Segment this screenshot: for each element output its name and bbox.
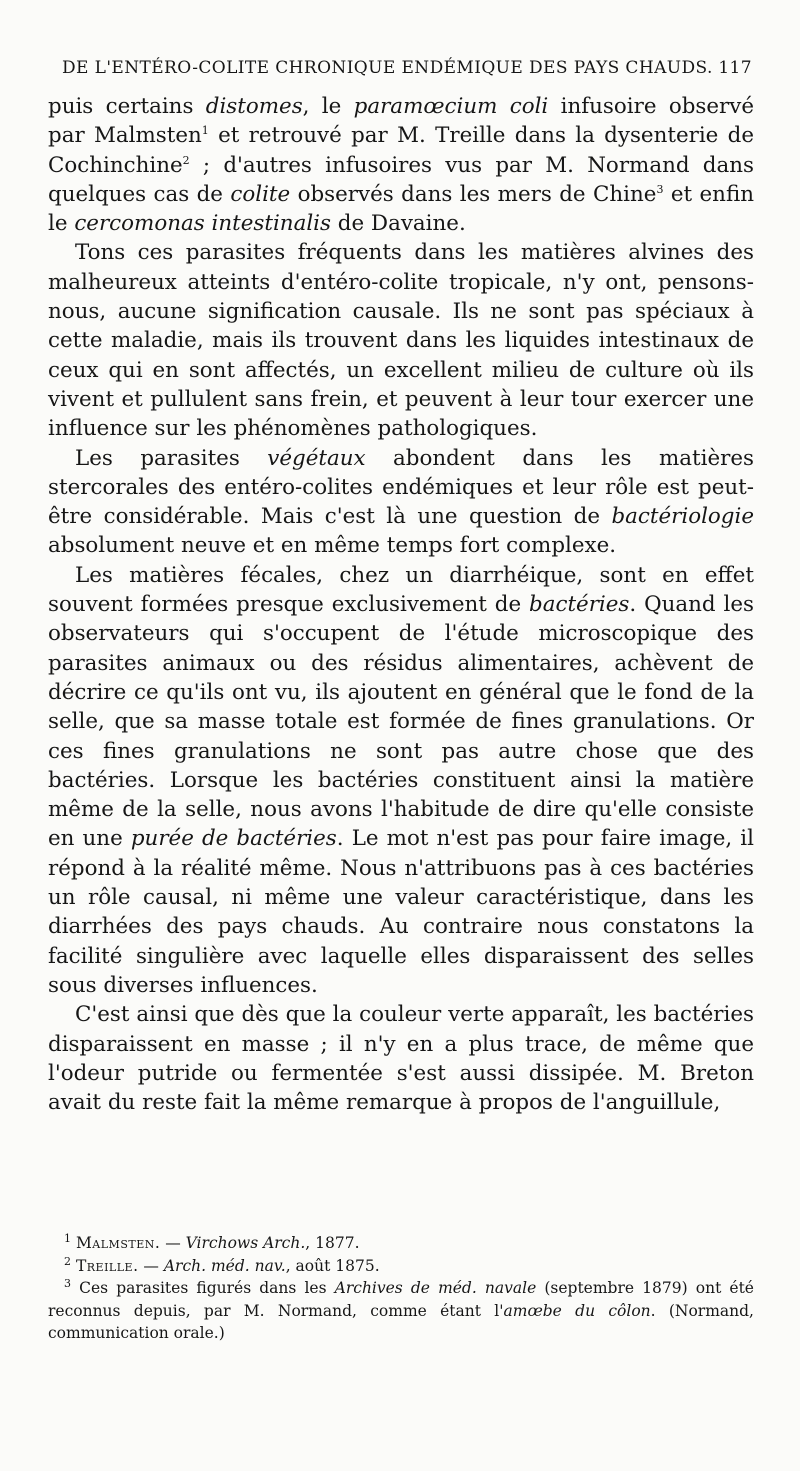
- footnotes: [48, 1232, 754, 1345]
- italic-text: végétaux: [267, 445, 366, 471]
- italic-text: Arch. méd. nav.: [163, 1256, 286, 1275]
- text-run: , août 1875.: [285, 1256, 380, 1275]
- italic-text: bactéries: [529, 592, 630, 618]
- italic-text: bactériologie: [611, 504, 754, 530]
- paragraph: [48, 561, 754, 1000]
- italic-text: paramœcium coli: [353, 94, 549, 119]
- text-run: de Davaine.: [330, 211, 466, 237]
- italic-text: amœbe du côlon: [503, 1301, 651, 1320]
- text-run: et enfin le: [48, 181, 755, 237]
- text-run: et retrouvé par M. Treille dans la dysenterie de Cochinchine: [48, 123, 754, 178]
- text-run: . Quand les observateurs qui s'occupent de l'étude microscopique des parasites animaux ou des résidus alimentaires, achèvent de décrire ce qu'ils ont vu, ils ajoutent en général que le fond de la selle, que sa masse totale est formée de fines granulations. Or ces fines granulations ne sont pas autre chose que des bactéries. Lorsque les bactéries constituent ainsi la matière même de la selle, nous avons l'habitude de dire qu'elle consiste en une: [48, 592, 754, 852]
- running-title: DE L'ENTÉRO-COLITE CHRONIQUE ENDÉMIQUE DES PAYS CHAUDS.: [62, 58, 713, 78]
- text-run: . Le mot n'est pas pour faire image, il répond à la réalité même. Nous n'attribuons pas à ces bactéries un rôle causal, ni même une valeur caractéristique, dans les diarrhées des pays chauds. Au contraire nous constatons la facilité singulière avec laquelle elles disparaissent des selles sous diverses influences.: [48, 826, 754, 998]
- italic-text: Archives de méd. navale: [334, 1279, 537, 1297]
- italic-text: Virchows Arch.: [185, 1234, 306, 1252]
- footnote-marker: 1: [64, 1231, 71, 1245]
- text-run: C'est ainsi que dès que la couleur verte apparaît, les bactéries disparaissent en masse ; il n'y en a plus trace, de même que l'odeur putride ou fermentée s'est aussi dissipée. M. Breton avait du reste fait la même remarque à propos de l'anguillule,: [48, 1002, 754, 1116]
- italic-text: distomes: [205, 94, 303, 119]
- text-run: Les parasites: [75, 445, 268, 471]
- italic-text: cercomonas intestinalis: [74, 211, 331, 237]
- text-run: absolument neuve et en même temps fort complexe.: [48, 533, 617, 559]
- italic-text: colite: [230, 181, 291, 207]
- footnote-marker: 3: [64, 1276, 71, 1290]
- text-run: , 1877.: [305, 1234, 360, 1252]
- text-run: abondent dans les matières stercorales des entéro-colites endémiques et leur rôle est peut-être considérable. Mais c'est là une question de: [48, 445, 754, 530]
- footnote-marker: 3: [656, 182, 664, 196]
- footnote: [48, 1255, 754, 1278]
- text-run: Tons ces parasites fréquents dans les matières alvines des malheureux atteints d'entéro-colite tropicale, n'y ont, pensons-nous, aucune signification causale. Ils ne sont pas spéciaux à cette maladie, mais ils trouvent dans les liquides intestinaux de ceux qui en sont affectés, un excellent milieu de culture où ils vivent et pullulent sans frein, et peuvent à leur tour exercer une influence sur les phénomènes pathologiques.: [48, 240, 754, 442]
- text-run: Les matières fécales, chez un diarrhéique, sont en effet souvent formées presque exclusivement de: [48, 562, 754, 618]
- text-run: puis certains: [48, 94, 206, 119]
- italic-text: purée de bactéries: [130, 826, 337, 852]
- footnote-marker: 1: [201, 124, 209, 138]
- text-run: observés dans les mers de Chine: [290, 181, 657, 207]
- text-run: (septembre 1879) ont été reconnus depuis, par M. Normand, comme étant l': [48, 1279, 754, 1320]
- footnote: [48, 1232, 754, 1255]
- author-name: Treille.: [75, 1256, 139, 1275]
- paragraph: [48, 1000, 754, 1117]
- paragraph: [48, 238, 754, 443]
- text-run: ; d'autres infusoires vus par M. Normand dans quelques cas de: [48, 152, 754, 207]
- text-run: Ces parasites figurés dans les: [71, 1279, 335, 1297]
- text-run: infusoire observé par Malmsten: [48, 94, 754, 149]
- page-number: 117: [718, 58, 752, 78]
- paragraph: [48, 444, 754, 561]
- text-run: . (Normand, communication orale.): [48, 1301, 754, 1342]
- footnote-marker: 2: [64, 1254, 71, 1268]
- footnote: [48, 1277, 754, 1345]
- text-run: —: [138, 1256, 164, 1275]
- author-name: Malmsten.: [75, 1234, 161, 1252]
- paragraph: [48, 92, 754, 238]
- main-text: [48, 92, 754, 1117]
- running-header: [62, 58, 752, 78]
- text-run: , le: [302, 94, 354, 119]
- footnote-marker: 2: [182, 153, 190, 167]
- text-run: —: [160, 1234, 186, 1252]
